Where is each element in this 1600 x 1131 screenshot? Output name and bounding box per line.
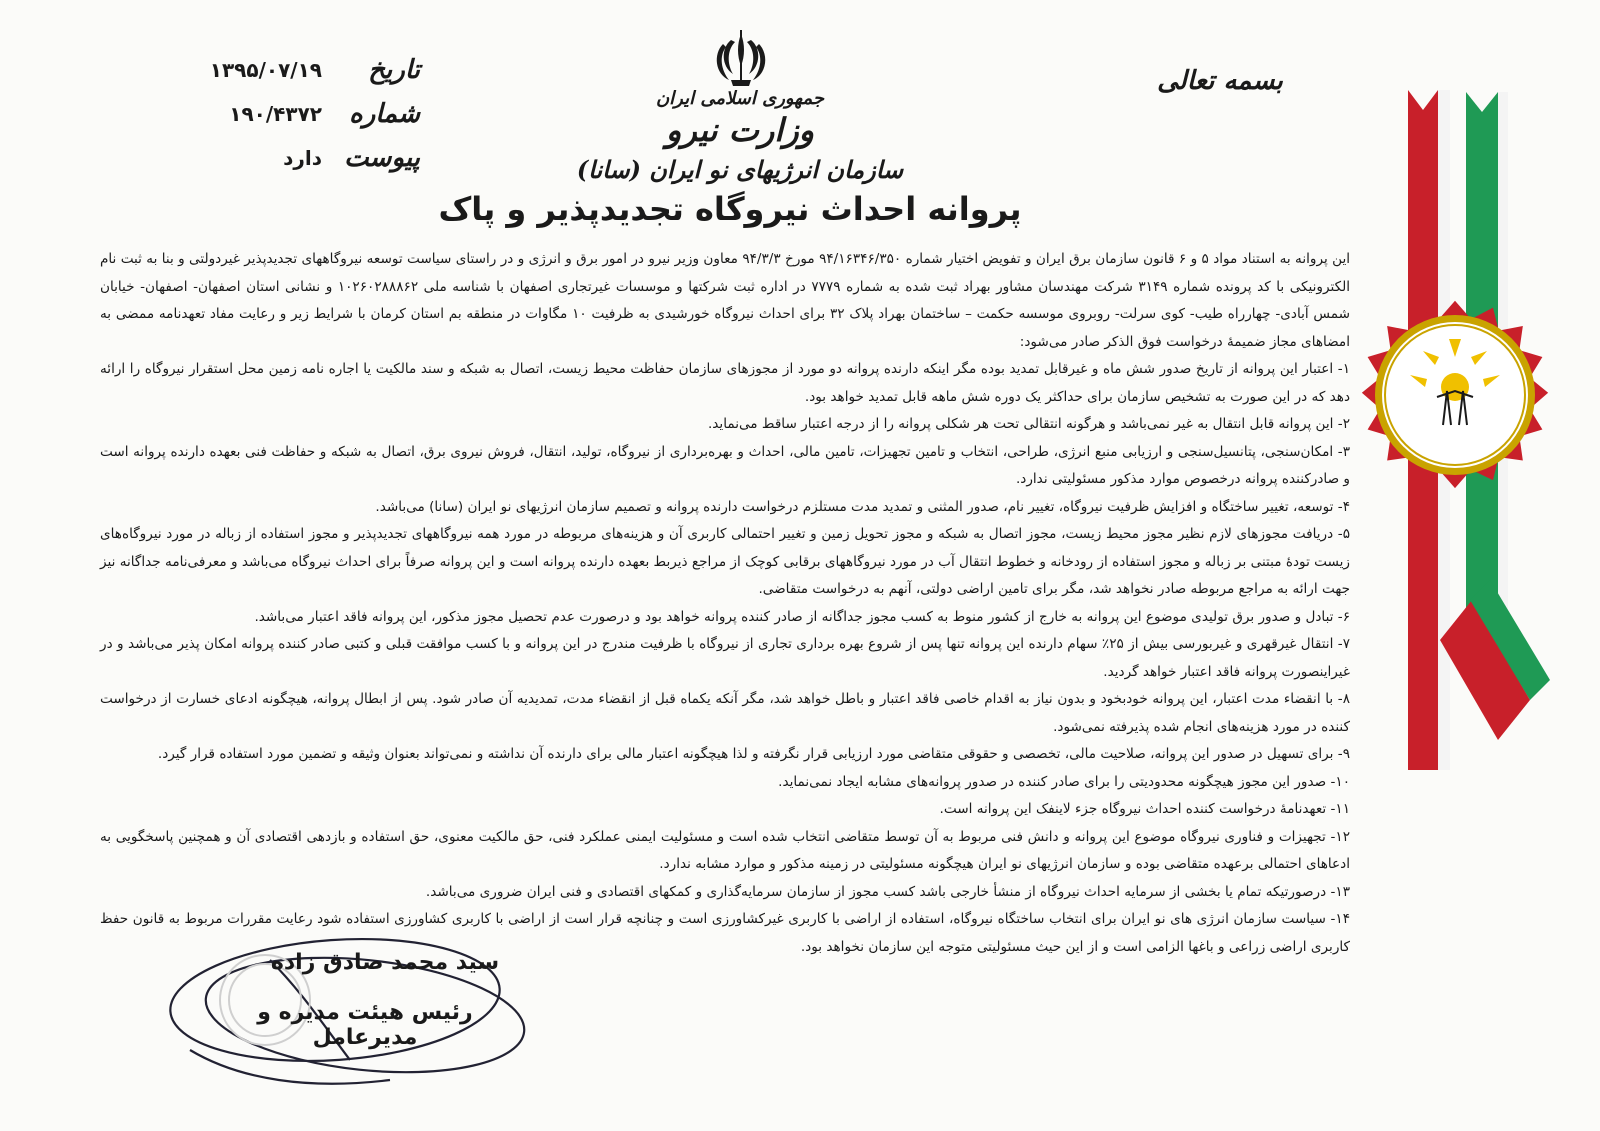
clause-1: ۱- اعتبار این پروانه از تاریخ صدور شش ماه و غیرقابل تمدید بوده مگر اینکه دارنده پروانه دو مورد از مجوزهای سازمان حفاظت محیط زیست، اتصال به شبکه و سند مالکیت یا اجاره نامه زمین محل استقرار نیروگاه را ارائه دهد که در این صورت به تشخیص سازمان برای حداکثر یک دوره شش ماهه قابل تمدید خواهد بود. xyxy=(100,361,1350,405)
attachment-label: پیوست xyxy=(344,143,420,173)
ministry-name: وزارت نیرو xyxy=(665,111,815,149)
clause-2: ۲- این پروانه قابل انتقال به غیر نمی‌باشد و هرگونه انتقالی تحت هر شکلی پروانه را از درجه اعتبار ساقط می‌نماید. xyxy=(707,416,1350,432)
date-value: ۱۳۹۵/۰۷/۱۹ xyxy=(209,58,322,82)
clause-13: ۱۳- درصورتیکه تمام یا بخشی از سرمایه احداث نیروگاه از منشأ خارجی باشد کسب مجوز از سازمان سرمایه‌گذاری و کمکهای اقتصادی و فنی ایران ضروری می‌باشد. xyxy=(425,883,1350,900)
number-value: ۱۹۰/۴۳۷۲ xyxy=(229,102,322,126)
header-meta xyxy=(180,48,420,180)
signer-title: رئیس هیئت مدیره و مدیرعامل xyxy=(257,1000,473,1050)
signer-name: سید محمد صادق زاده xyxy=(270,950,500,975)
date-row xyxy=(180,48,420,92)
clause-14: ۱۴- سیاست سازمان انرژی های نو ایران برای انتخاب ساختگاه نیروگاه، استفاده از اراضی با کاربری غیرکشاورزی است و چنانچه قرار است از اراضی با کاربری کشاورزی استفاده شود رعایت مقررات مربوط به قانون حفظ کاربری اراضی زراعی و باغها الزامی است و از این حیث مسئولیتی متوجه این سازمان نخواهد بود. xyxy=(100,911,1350,955)
republic-name: جمهوری اسلامی ایران xyxy=(655,88,825,109)
clause-9: ۹- برای تسهیل در صدور این پروانه، صلاحیت مالی، تخصصی و حقوقی متقاضی مورد ارزیابی قرار نگرفته و لذا هیچگونه اعتبار مالی برای دارنده آن نداشته و نمی‌تواند بعنوان وثیقه و تضمین مورد استفاده قرار گیرد. xyxy=(157,746,1350,762)
sana-seal xyxy=(1350,290,1560,500)
number-label: شماره xyxy=(349,99,420,129)
attachment-row xyxy=(180,136,420,180)
clause-7: ۷- انتقال غیرقهری و غیربورسی بیش از ۲۵٪ سهام دارنده این پروانه تنها پس از شروع بهره برداری تجاری از نیروگاه با ظرفیت مندرج در این پروانه و با کسب موافقت قبلی و کتبی صادر کننده پروانه امکان پذیر می‌باشد و در غیراینصورت پروانه فاقد اعتبار خواهد گردید. xyxy=(100,636,1350,680)
license-body xyxy=(100,246,1350,961)
clause-12: ۱۲- تجهیزات و فناوری نیروگاه موضوع این پروانه و دانش فنی مربوط به آن توسط متقاضی انتخاب شده است و مسئولیت ایمنی عملکرد فنی، حق مالکیت معنوی، حق استفاده و بازدهی اقتصادی آن و همچنین پاسخگویی به ادعاهای احتمالی برعهده متقاضی بوده و سازمان انرژیهای نو ایران هیچگونه مسئولیتی در زمینه مذکور و موارد مشابه ندارد. xyxy=(100,828,1350,872)
iran-emblem-icon xyxy=(713,30,769,88)
document-title: پروانه احداث نیروگاه تجدیدپذیر و پاک xyxy=(438,190,1022,228)
clause-4: ۴- توسعه، تغییر ساختگاه و افزایش ظرفیت نیروگاه، تغییر نام، صدور المثنی و تمدید مدت مستلزم درخواست دارنده پروانه و تصمیم سازمان انرژیهای نو ایران (سانا) می‌باشد. xyxy=(375,498,1350,515)
bismillah-text: بسمه تعالی xyxy=(1157,66,1283,96)
intro-paragraph: این پروانه به استناد مواد ۵ و ۶ قانون سازمان برق ایران و تفویض اختیار شماره ۹۴/۱۶۳۴۶/۳۵۰ مورخ ۹۴/۳/۳ معاون وزیر نیرو در امور برق و انرژی و در راستای سیاست توسعه نیروگاههای تجدیدپذیر غیردولتی و بنا به ثبت نام الکترونیکی با کد پرونده شماره ۳۱۴۹ شرکت مهندسان مشاور بهراد ثبت شده به شماره ۷۷۷۹ در اداره ثبت شرکتها و موسسات غیرتجاری اصفهان با شناسه ملی ۱۰۲۶۰۲۸۸۸۶۲ و نشانی استان اصفهان- اصفهان- خیابان شمس آبادی- چهارراه طیب- کوی سرلت- روبروی موسسه حکمت – ساختمان بهراد پلاک ۳۲ برای احداث نیروگاه خورشیدی به ظرفیت ۱۰ مگاوات در منطقه بم استان کرمان با شرایط زیر و رعایت مفاد تعهدنامه ممضی به امضاهای مجاز ضمیمهٔ درخواست فوق الذکر صادر می‌شود: xyxy=(100,251,1351,350)
date-label: تاریخ xyxy=(368,55,420,85)
organization-name: سازمان انرژیهای نو ایران (سانا) xyxy=(576,155,904,184)
issuer-header xyxy=(560,88,920,184)
clause-10: ۱۰- صدور این مجوز هیچگونه محدودیتی را برای صادر کننده در صدور پروانه‌های مشابه ایجاد نمی‌نماید. xyxy=(778,773,1350,790)
clause-6: ۶- تبادل و صدور برق تولیدی موضوع این پروانه به خارج از کشور منوط به کسب مجوز جداگانه از صادر کننده پروانه خواهد بود و درصورت عدم تحصیل مجوز مذکور، این پروانه فاقد اعتبار می‌باشد. xyxy=(254,608,1350,625)
clause-11: ۱۱- تعهدنامهٔ درخواست کننده احداث نیروگاه جزء لاینفک این پروانه است. xyxy=(939,801,1350,817)
number-row xyxy=(180,92,420,136)
clause-8: ۸- با انقضاء مدت اعتبار، این پروانه خودبخود و بدون نیاز به اقدام خاصی فاقد اعتبار و باطل خواهد شد، مگر آنکه یکماه قبل از انقضاء مدت، تمدیدیه آن صادر شود. پس از ابطال پروانه، هیچگونه ادعای خسارت از درخواست کننده در مورد هزینه‌های انجام شده پذیرفته نمی‌شود. xyxy=(100,691,1350,735)
clause-5: ۵- دریافت مجوزهای لازم نظیر مجوز محیط زیست، مجوز اتصال به شبکه و مجوز تحویل زمین و تغییر احتمالی کاربری آن و هزینه‌های مربوطه در مورد همه نیروگاههای تجدیدپذیر و مجوز استفاده از زباله در مورد نیروگاه‌های زیست تودهٔ مبتنی بر زباله و مجوز استفاده از رودخانه و خطوط انتقال آب در مورد نیروگاههای برقابی کوچک از مراجع ذیربط بعهده دارنده پروانه است و این پروانه صرفاً برای احداث نیروگاه می‌باشد و معرفی‌نامه جداگانه نیز جهت ارائه به مراجع مربوطه صادر نخواهد شد، مگر برای تامین اراضی دولتی، آنهم به درخواست متقاضی. xyxy=(100,526,1350,597)
attachment-value: دارد xyxy=(283,146,322,170)
clause-3: ۳- امکان‌سنجی، پتانسیل‌سنجی و ارزیابی منبع انرژی، طراحی، انتخاب و تامین تجهیزات، تامین مالی، احداث و بهره‌برداری از نیروگاه، تولید، انتقال، فروش نیروی برق، اتصال به شبکه و حفاظت فنی بعهده دارنده پروانه است و صادرکننده پروانه درخصوص موارد مذکور مسئولیتی ندارد. xyxy=(100,443,1350,487)
